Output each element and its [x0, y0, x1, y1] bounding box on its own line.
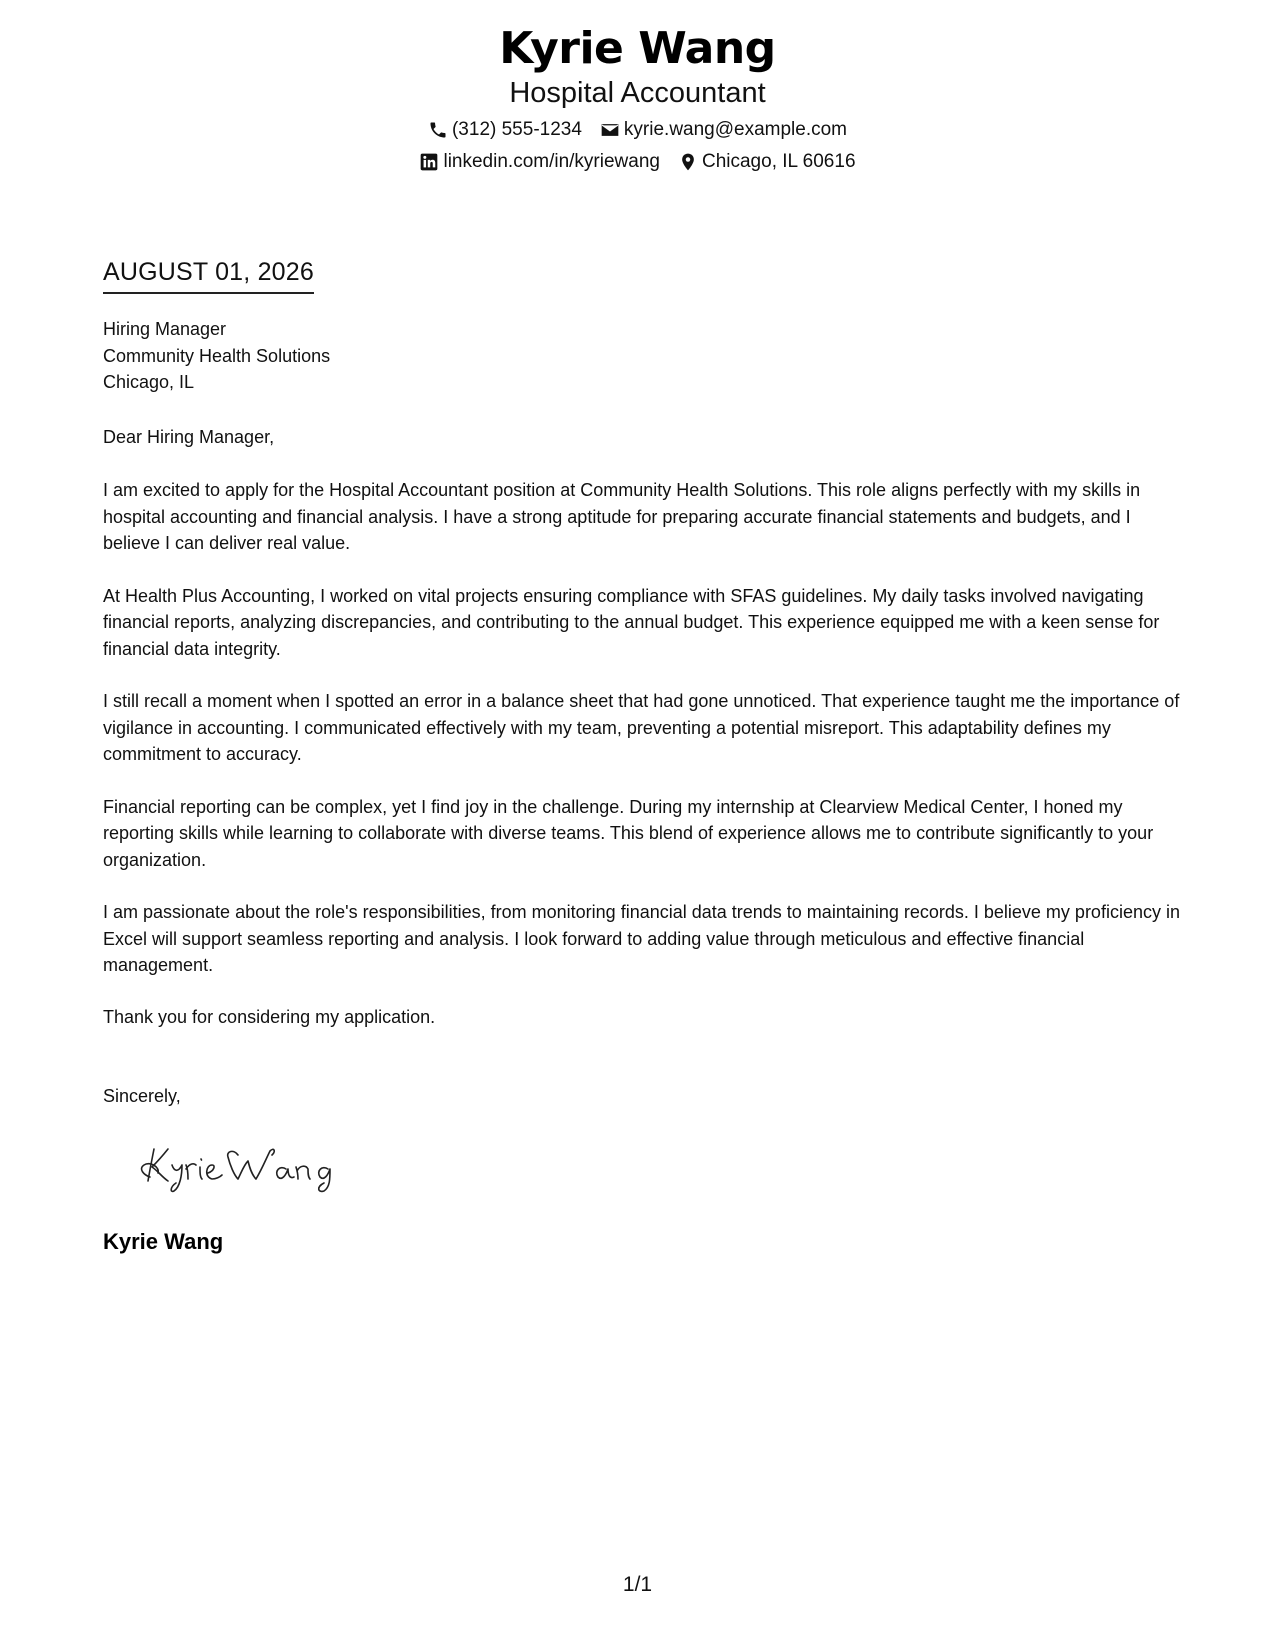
- linkedin-icon: [419, 152, 439, 172]
- recipient-line: Community Health Solutions: [103, 345, 331, 366]
- envelope-icon: [600, 120, 620, 140]
- page-indicator: 1/1: [622, 1573, 653, 1596]
- phone-icon: [428, 120, 448, 140]
- closing-thanks: Thank you for considering my application.: [103, 1007, 436, 1027]
- letter-header: [0, 22, 1275, 174]
- linkedin-url[interactable]: linkedin.com/in/kyriewang: [443, 151, 660, 172]
- contact-linkedin: [419, 150, 660, 174]
- contact-row-primary: [0, 118, 1275, 142]
- contact-row-secondary: [0, 150, 1275, 174]
- signer-name: Kyrie Wang: [103, 1229, 224, 1254]
- applicant-name: Kyrie Wang: [499, 23, 776, 74]
- email-address[interactable]: kyrie.wang@example.com: [623, 119, 848, 140]
- job-title: Hospital Accountant: [509, 77, 766, 109]
- signoff: Sincerely,: [103, 1086, 181, 1106]
- body-paragraph: I am passionate about the role's responsibilities, from monitoring financial data trends to maintaining records. I believe my proficiency in Excel will support seamless reporting and analysis. I look forward to adding value through meticulous and effective financial management.: [103, 902, 1180, 975]
- contact-phone: [428, 118, 582, 142]
- body-paragraph: I still recall a moment when I spotted an error in a balance sheet that had gone unnoticed. That experience taught me the importance of vigilance in accounting. I communicated effectively with my team, preventing a potential misreport. This adaptability defines my commitment to accuracy.: [103, 691, 1180, 764]
- phone-number[interactable]: (312) 555-1234: [451, 119, 582, 140]
- letter-body: [103, 477, 1185, 1005]
- recipient-block: [103, 316, 330, 396]
- location-text: Chicago, IL 60616: [701, 151, 856, 172]
- body-paragraph: I am excited to apply for the Hospital Accountant position at Community Health Solutions. This role aligns perfectly with my skills in hospital accounting and financial analysis. I have a strong aptitude for preparing accurate financial statements and budgets, and I believe I can deliver real value.: [103, 480, 1141, 553]
- map-pin-icon: [678, 152, 698, 172]
- contact-location: [678, 150, 856, 174]
- salutation: Dear Hiring Manager,: [103, 427, 275, 447]
- body-paragraph: Financial reporting can be complex, yet I find joy in the challenge. During my internship at Clearview Medical Center, I honed my reporting skills while learning to collaborate with diverse teams. This blend of experience allows me to contribute significantly to your organization.: [103, 796, 1154, 870]
- recipient-line: Hiring Manager: [103, 319, 227, 339]
- body-paragraph: At Health Plus Accounting, I worked on vital projects ensuring compliance with SFAS guidelines. My daily tasks involved navigating financial reports, analyzing discrepancies, and contributing to the annual budget. This experience equipped me with a keen sense for financial data integrity.: [103, 585, 1160, 659]
- handwritten-signature: [130, 1135, 350, 1195]
- contact-email: [600, 118, 847, 142]
- recipient-line: Chicago, IL: [103, 372, 195, 392]
- letter-date: AUGUST 01, 2026: [103, 256, 314, 294]
